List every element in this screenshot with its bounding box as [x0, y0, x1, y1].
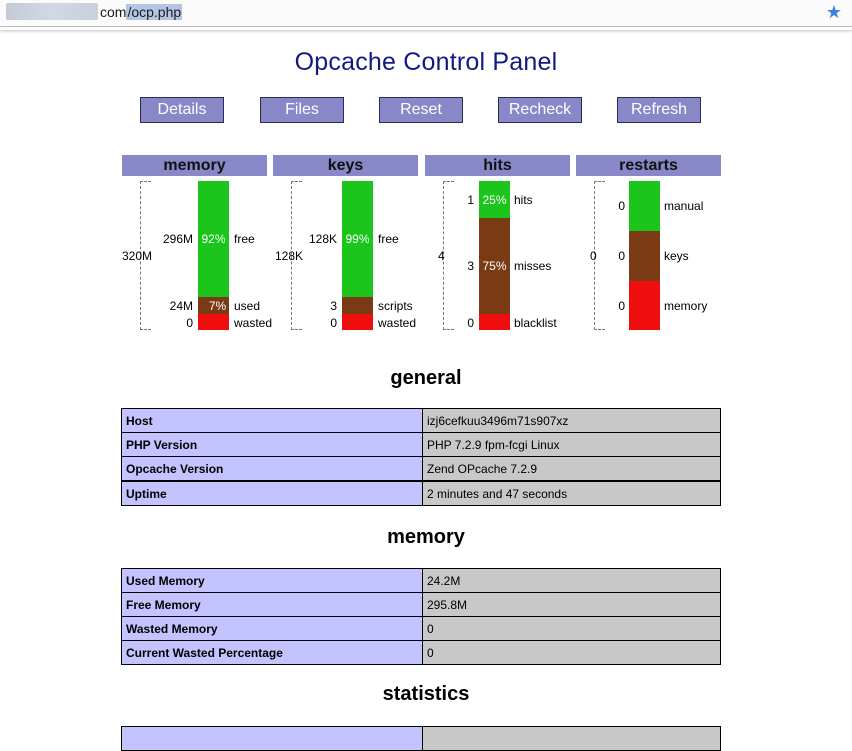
memory-wasted-bar [198, 314, 229, 330]
memory-free-label: free [234, 232, 255, 246]
table-row [122, 617, 721, 641]
hits-total: 4 [438, 249, 445, 263]
restarts-memory-value: 0 [618, 299, 625, 313]
restarts-total: 0 [590, 249, 597, 263]
table-key: PHP Version [122, 433, 423, 457]
table-key: Uptime [122, 481, 423, 506]
table-key: Wasted Memory [122, 617, 423, 641]
keys-scripts-bar [342, 297, 373, 314]
hits-blacklist-bar [479, 314, 510, 330]
restarts-memory-label: memory [664, 299, 708, 313]
keys-wasted-bar [342, 314, 373, 330]
table-key: Current Wasted Percentage [122, 641, 423, 665]
memory-wasted-value: 0 [186, 316, 193, 330]
table-row [122, 727, 721, 751]
restarts-manual-value: 0 [618, 199, 625, 213]
memory-used-pct: 7% [208, 299, 227, 313]
table-key: Host [122, 409, 423, 433]
hits-hits-pct: 25% [482, 193, 507, 207]
keys-scripts-value: 3 [330, 299, 337, 313]
memory-used-value: 24M [169, 299, 193, 313]
redacted-host [6, 3, 98, 20]
table-value: Zend OPcache 7.2.9 [423, 457, 721, 482]
restarts-manual-bar [629, 181, 660, 231]
memory-used-label: used [234, 299, 261, 313]
table-row [122, 457, 721, 482]
restarts-manual-label: manual [664, 199, 704, 213]
keys-free-pct: 99% [345, 232, 370, 246]
bookmark-star-icon[interactable]: ★ [825, 2, 842, 22]
hits-misses-value: 3 [467, 259, 474, 273]
keys-wasted-value: 0 [330, 316, 337, 330]
table-value: 2 minutes and 47 seconds [423, 481, 721, 506]
url-field[interactable] [6, 3, 182, 22]
table-value: 0 [423, 641, 721, 665]
hits-blacklist-value: 0 [467, 316, 474, 330]
refresh-button[interactable]: Refresh [617, 97, 701, 123]
url-path: /ocp.php [127, 4, 182, 20]
restarts-keys-value: 0 [618, 249, 625, 263]
keys-free-label: free [378, 232, 399, 246]
table-value: 295.8M [423, 593, 721, 617]
table-value: PHP 7.2.9 fpm-fcgi Linux [423, 433, 721, 457]
page-title: Opcache Control Panel [294, 48, 558, 76]
keys-total: 128K [275, 249, 304, 263]
url-host: com [100, 4, 127, 20]
general-table [121, 408, 721, 506]
keys-free-value: 128K [308, 232, 337, 246]
hits-blacklist-label: blacklist [514, 316, 557, 330]
recheck-button[interactable]: Recheck [498, 97, 582, 123]
graph-title-keys: keys [273, 155, 418, 176]
table-key: Opcache Version [122, 457, 423, 482]
table-row [122, 593, 721, 617]
table-row [122, 481, 721, 506]
details-button[interactable]: Details [140, 97, 224, 123]
browser-address-bar[interactable] [0, 0, 852, 27]
files-button[interactable]: Files [260, 97, 344, 123]
hits-hits-label: hits [514, 193, 533, 207]
table-key [122, 727, 423, 751]
memory-table [121, 568, 721, 665]
memory-free-pct: 92% [201, 232, 226, 246]
reset-button[interactable]: Reset [379, 97, 463, 123]
memory-wasted-label: wasted [234, 316, 273, 330]
table-value: izj6cefkuu3496m71s907xz [423, 409, 721, 433]
statistics-table [121, 726, 721, 751]
table-value: 0 [423, 617, 721, 641]
hits-misses-pct: 75% [482, 259, 507, 273]
table-value: 24.2M [423, 569, 721, 593]
table-row [122, 409, 721, 433]
graph-title-hits: hits [425, 155, 570, 176]
hits-misses-label: misses [514, 259, 552, 273]
table-row [122, 641, 721, 665]
section-heading-general: general [390, 367, 462, 389]
memory-free-value: 296M [162, 232, 193, 246]
restarts-keys-bar [629, 231, 660, 281]
graph-title-memory: memory [122, 155, 267, 176]
table-row [122, 569, 721, 593]
keys-wasted-label: wasted [378, 316, 417, 330]
table-key: Used Memory [122, 569, 423, 593]
restarts-keys-label: keys [664, 249, 689, 263]
keys-scripts-label: scripts [378, 299, 413, 313]
table-key: Free Memory [122, 593, 423, 617]
restarts-memory-bar [629, 281, 660, 330]
graph-title-restarts: restarts [576, 155, 721, 176]
table-row [122, 433, 721, 457]
section-heading-statistics: statistics [382, 683, 470, 705]
hits-hits-value: 1 [467, 193, 474, 207]
memory-total: 320M [122, 249, 153, 263]
section-heading-memory: memory [387, 526, 465, 548]
table-value [423, 727, 721, 751]
